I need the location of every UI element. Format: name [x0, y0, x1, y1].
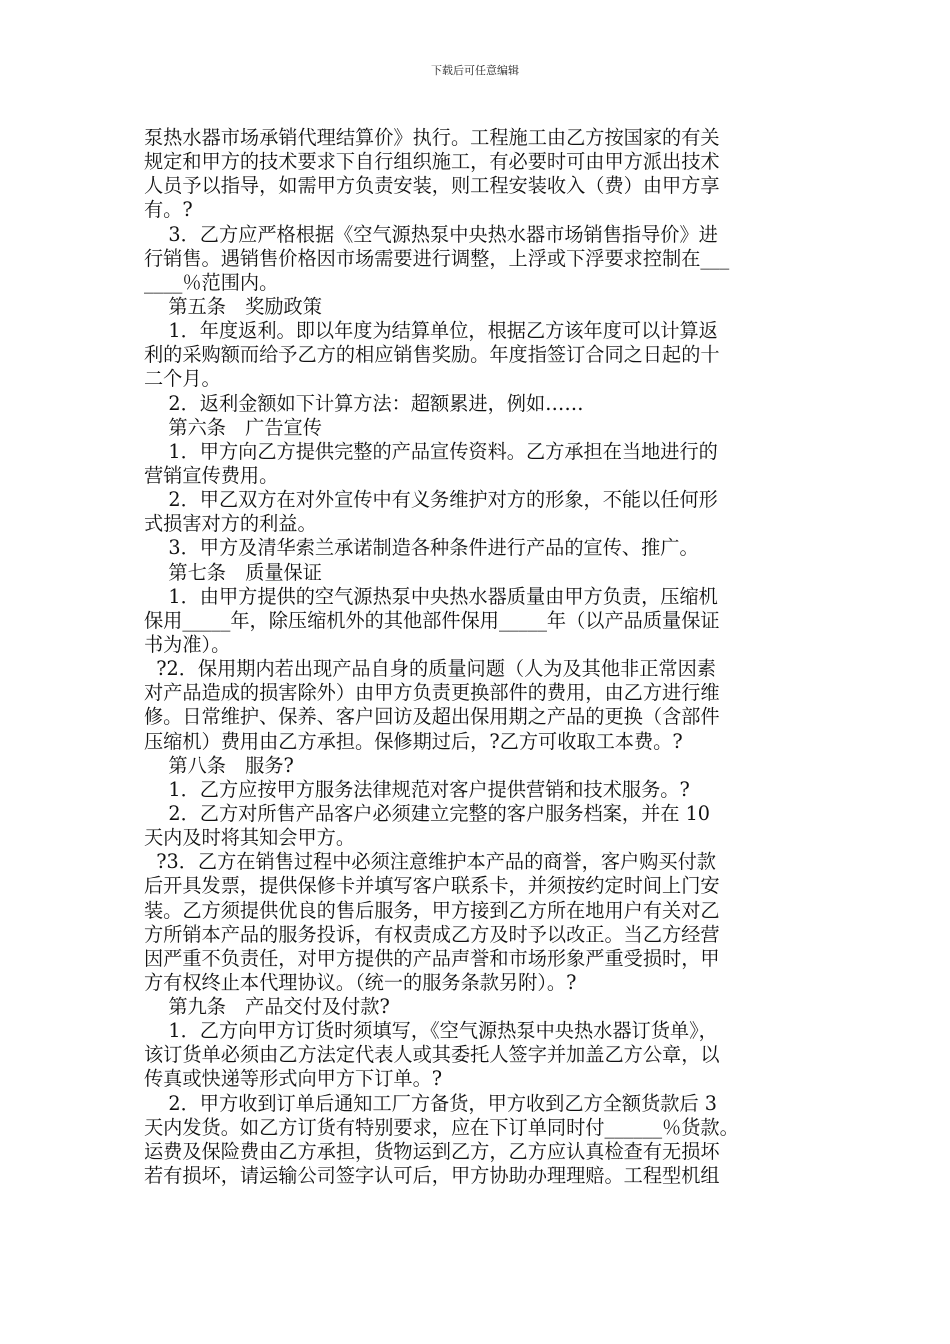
text-line: 压缩机）费用由乙方承担。保修期过后，?乙方可收取工本费。? — [144, 729, 683, 753]
text-line: 2．乙方对所售产品客户必须建立完整的客户服务档案，并在 10 — [144, 801, 710, 825]
document-body — [144, 126, 810, 1188]
text-line: 天内及时将其知会甲方。 — [144, 826, 356, 850]
text-line: 1．乙方应按甲方服务法律规范对客户提供营销和技术服务。? — [144, 777, 690, 801]
text-line: 泵热水器市场承销代理结算价》执行。工程施工由乙方按国家的有关 — [144, 126, 720, 149]
text-line: 1．年度返利。即以年度为结算单位，根据乙方该年度可以计算返 — [144, 319, 718, 343]
text-line: 对产品造成的损害除外）由甲方负责更换部件的费用，由乙方进行维 — [144, 681, 720, 705]
section-heading: 第八条 服务? — [144, 753, 294, 777]
text-line: 规定和甲方的技术要求下自行组织施工，有必要时可由甲方派出技术 — [144, 150, 720, 174]
text-line: ?3．乙方在销售过程中必须注意维护本产品的商誉，客户购买付款 — [144, 850, 716, 874]
text-line: ____％范围内。 — [144, 270, 279, 294]
text-line: 2．返利金额如下计算方法：超额累进，例如…… — [144, 391, 584, 415]
text-line: 营销宣传费用。 — [144, 463, 279, 487]
text-line: 3．乙方应严格根据《空气源热泵中央热水器市场销售指导价》进 — [144, 222, 718, 246]
text-line: 装。乙方须提供优良的售后服务，甲方接到乙方所在地用户有关对乙 — [144, 898, 720, 922]
text-line: 3．甲方及清华索兰承诺制造各种条件进行产品的宣传、推广。 — [144, 536, 699, 560]
text-line: 后开具发票，提供保修卡并填写客户联系卡，并须按约定时间上门安 — [144, 874, 720, 898]
text-line: 天内发货。如乙方订货有特别要求，应在下订单同时付______％货款。 — [144, 1115, 739, 1139]
text-line: 运费及保险费由乙方承担，货物运到乙方，乙方应认真检查有无损坏 — [144, 1139, 720, 1163]
text-line: 因严重不负责任，对甲方提供的产品声誉和市场形象严重受损时，甲 — [144, 946, 720, 970]
section-heading: 第五条 奖励政策 — [144, 294, 322, 318]
text-line: 方有权终止本代理协议。（统一的服务条款另附）。? — [144, 970, 577, 994]
section-heading: 第七条 质量保证 — [144, 560, 322, 584]
text-line: 书为准）。 — [144, 632, 231, 656]
text-line: 2．甲方收到订单后通知工厂方备货，甲方收到乙方全额货款后 3 — [144, 1091, 717, 1115]
text-line: 行销售。遇销售价格因市场需要进行调整，上浮或下浮要求控制在___ — [144, 246, 730, 270]
section-heading: 第六条 广告宣传 — [144, 415, 322, 439]
page-header: 下载后可任意编辑 — [431, 64, 519, 77]
text-line: ?2．保用期内若出现产品自身的质量问题（人为及其他非正常因素 — [144, 657, 716, 681]
text-line: 修。日常维护、保养、客户回访及超出保用期之产品的更换（含部件 — [144, 705, 720, 729]
text-line: 1．由甲方提供的空气源热泵中央热水器质量由甲方负责，压缩机 — [144, 584, 718, 608]
text-line: 人员予以指导，如需甲方负责安装，则工程安装收入（费）由甲方享 — [144, 174, 720, 198]
text-line: 利的采购额而给予乙方的相应销售奖励。年度指签订合同之日起的十 — [144, 343, 720, 367]
section-heading: 第九条 产品交付及付款? — [144, 995, 390, 1019]
text-line: 2．甲乙双方在对外宣传中有义务维护对方的形象，不能以任何形 — [144, 488, 718, 512]
text-line: 方所销本产品的服务投诉，有权责成乙方及时予以改正。当乙方经营 — [144, 922, 720, 946]
text-line: 二个月。 — [144, 367, 221, 391]
text-line: 1．甲方向乙方提供完整的产品宣传资料。乙方承担在当地进行的 — [144, 439, 718, 463]
text-line: 1．乙方向甲方订货时须填写，《空气源热泵中央热水器订货单》， — [144, 1019, 718, 1043]
text-line: 式损害对方的利益。 — [144, 512, 317, 536]
text-line: 有。? — [144, 198, 193, 222]
text-line: 传真或快递等形式向甲方下订单。? — [144, 1067, 443, 1091]
text-line: 保用_____年，除压缩机外的其他部件保用_____年（以产品质量保证 — [144, 608, 720, 632]
text-line: 该订货单必须由乙方法定代表人或其委托人签字并加盖乙方公章，以 — [144, 1043, 720, 1067]
text-line: 若有损坏，请运输公司签字认可后，甲方协助办理理赔。工程型机组 — [144, 1164, 720, 1188]
